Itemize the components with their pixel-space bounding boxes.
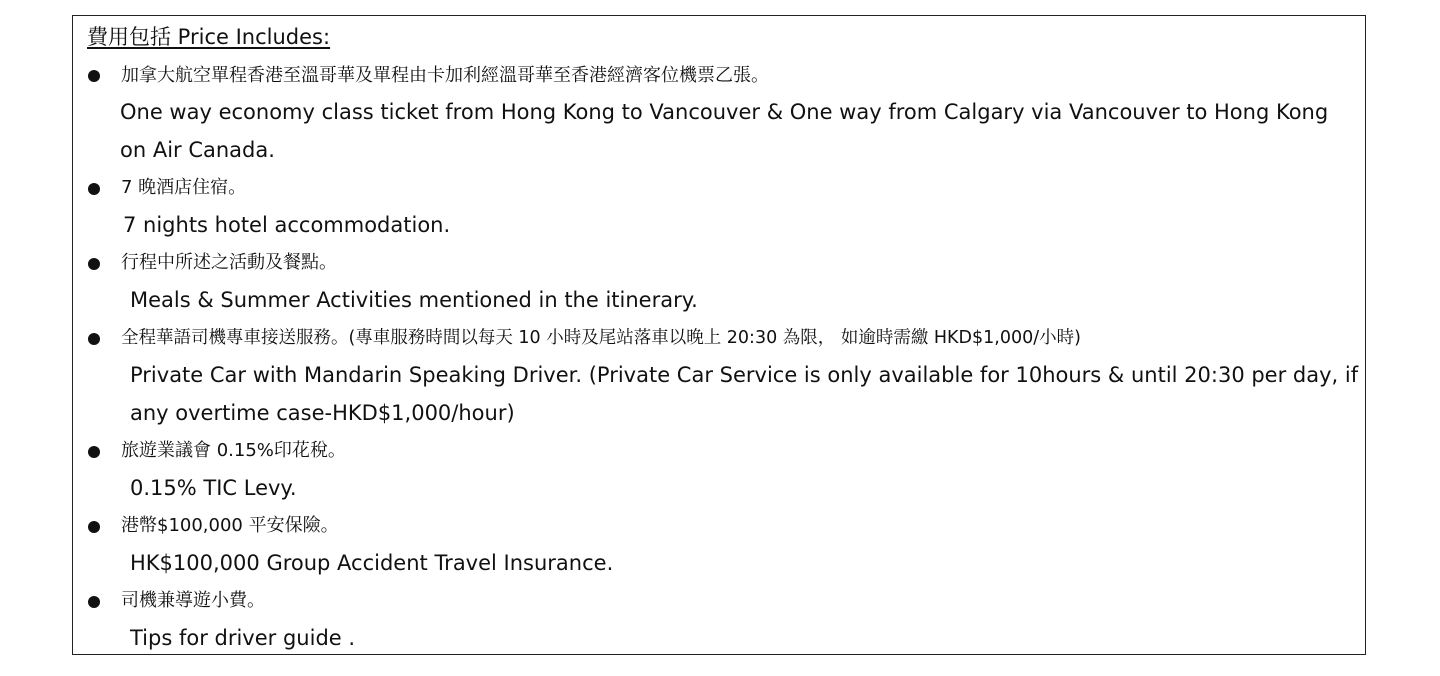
item-2-zh: 7 晚酒店住宿。 <box>121 177 247 198</box>
item-5-zh: 旅遊業議會 0.15%印花稅。 <box>121 440 346 461</box>
bullet-icon <box>88 333 100 345</box>
item-1-zh: 加拿大航空單程香港至溫哥華及單程由卡加利經溫哥華至香港經濟客位機票乙張。 <box>121 65 769 86</box>
item-4-en-line-1: Private Car with Mandarin Speaking Driver. (Private Car Service is only available for 10hours & until 20:30 per day, if <box>130 363 1359 387</box>
item-6-zh: 港幣$100,000 平安保險。 <box>121 515 339 536</box>
bullet-icon <box>88 183 100 195</box>
bullet-icon <box>88 596 100 608</box>
price-includes-box <box>72 15 1366 655</box>
item-2-en: 7 nights hotel accommodation. <box>123 213 451 237</box>
item-4-zh: 全程華語司機專車接送服務。(專車服務時間以每天 10 小時及尾站落車以晚上 20:30 為限， 如逾時需繳 HKD$1,000/小時) <box>121 328 1081 348</box>
bullet-icon <box>88 446 100 458</box>
item-3-en: Meals & Summer Activities mentioned in the itinerary. <box>130 288 698 312</box>
item-6-en: HK$100,000 Group Accident Travel Insurance. <box>130 551 614 575</box>
item-7-en: Tips for driver guide . <box>130 626 356 650</box>
bullet-icon <box>88 521 100 533</box>
item-5-en: 0.15% TIC Levy. <box>130 476 297 500</box>
item-7-zh: 司機兼導遊小費。 <box>121 590 265 611</box>
item-4-en-line-2: any overtime case-HKD$1,000/hour) <box>130 401 515 425</box>
item-3-zh: 行程中所述之活動及餐點。 <box>121 252 337 273</box>
bullet-icon <box>88 70 100 82</box>
bullet-icon <box>88 258 100 270</box>
item-1-en-line-1: One way economy class ticket from Hong Kong to Vancouver & One way from Calgary via Vancouver to Hong Kong <box>120 100 1329 124</box>
price-includes-heading: 費用包括 Price Includes: <box>87 25 331 49</box>
item-1-en-line-2: on Air Canada. <box>120 138 275 162</box>
